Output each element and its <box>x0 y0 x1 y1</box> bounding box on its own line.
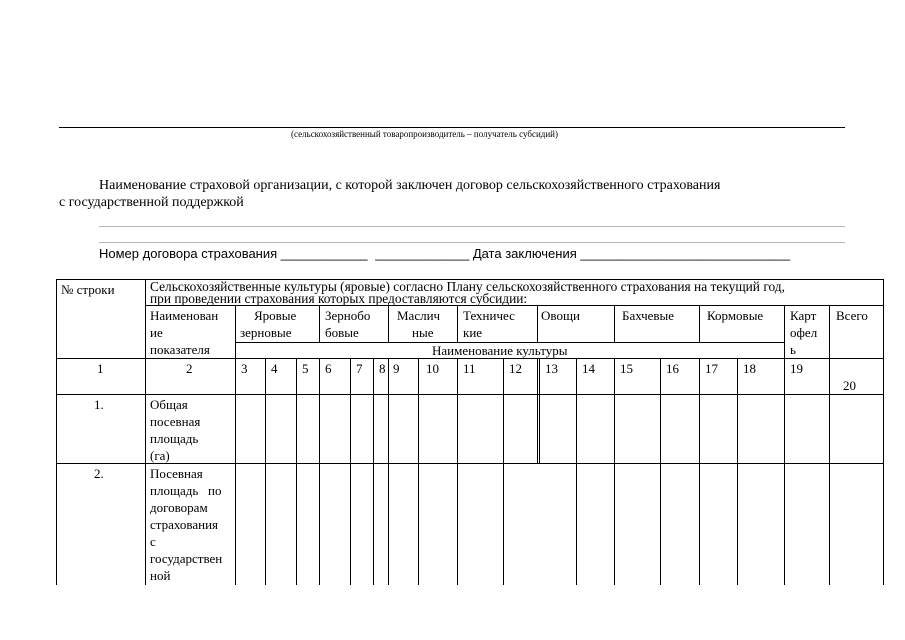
col-line <box>614 358 615 585</box>
group-divider <box>699 305 700 342</box>
group-melons: Бахчевые <box>622 308 675 323</box>
contract-date-blank[interactable]: _____________________________ <box>580 246 791 261</box>
col-number: 19 <box>790 361 803 376</box>
group-potato-3: ь <box>790 342 796 357</box>
group-fodder: Кормовые <box>707 308 764 323</box>
col-number: 1 <box>97 361 104 376</box>
table-row1-bottom <box>56 463 883 464</box>
group-oilseeds-1: Маслич <box>397 308 441 323</box>
group-technical-2: кие <box>463 325 483 340</box>
col-number: 3 <box>241 361 248 376</box>
col-line <box>737 358 738 585</box>
indicator-header-1: Наименован <box>150 308 219 323</box>
table-right-border <box>883 279 884 585</box>
col-line <box>699 358 700 585</box>
group-total: Всего <box>836 308 868 323</box>
col-number: 18 <box>743 361 756 376</box>
table-numbers-bottom <box>56 394 883 395</box>
indicator-header-3: показателя <box>150 342 210 357</box>
row2-label: страхования <box>150 517 219 532</box>
col-number: 16 <box>666 361 679 376</box>
col-number: 9 <box>393 361 400 376</box>
group-technical-1: Техничес <box>463 308 515 323</box>
col-number: 13 <box>545 361 558 376</box>
col-line <box>388 358 389 585</box>
row1-label: (га) <box>150 448 170 463</box>
group-divider <box>537 305 538 342</box>
group-spring-cereals-1: Яровые <box>254 308 297 323</box>
col-line <box>265 358 266 585</box>
group-divider <box>784 305 785 585</box>
group-spring-cereals-2: зерновые <box>240 325 292 340</box>
col-number: 12 <box>509 361 522 376</box>
group-divider <box>457 305 458 342</box>
indicator-header-2: ие <box>150 325 163 340</box>
col-number: 11 <box>463 361 476 376</box>
row2-label: государствен <box>150 551 223 566</box>
insurer-label-line2: с государственной поддержкой <box>59 195 244 210</box>
row1-label: Общая <box>150 397 188 412</box>
col-number: 2 <box>186 361 193 376</box>
row-no-header: № строки <box>61 282 115 297</box>
col-line <box>503 358 504 585</box>
table-col-divider-1 <box>145 279 146 585</box>
col-line <box>418 358 419 585</box>
col-number: 8 <box>379 361 386 376</box>
group-legumes-2: бовые <box>325 325 359 340</box>
col-number: 7 <box>356 361 363 376</box>
col-number: 17 <box>705 361 718 376</box>
insurer-label-line1: Наименование страховой организации, с которой заключен договор сельскохозяйственного страхования <box>99 178 721 193</box>
col-number: 4 <box>271 361 278 376</box>
row1-label: посевная <box>150 414 201 429</box>
col-line <box>537 358 538 463</box>
row2-label: с <box>150 534 156 549</box>
crops-header-line1: Сельскохозяйственные культуры (яровые) согласно Плану сельскохозяйственного страхования на текущий год, <box>150 279 785 294</box>
col-line <box>457 358 458 585</box>
col-number: 20 <box>843 378 856 393</box>
row1-label: площадь <box>150 431 199 446</box>
col-number: 5 <box>302 361 309 376</box>
group-divider <box>319 305 320 342</box>
contract-number-blank-1[interactable]: ____________ <box>280 246 368 261</box>
group-divider <box>614 305 615 342</box>
group-potato-2: офел <box>790 325 818 340</box>
row2-label: площадь по <box>150 483 222 498</box>
group-potato-1: Карт <box>790 308 817 323</box>
col-number: 10 <box>426 361 439 376</box>
crops-header-line2: при проведении страхования которых предоставляются субсидии: <box>150 291 528 306</box>
col-line <box>296 358 297 585</box>
col-number: 14 <box>582 361 595 376</box>
contract-number-blank-2[interactable]: _____________ <box>375 246 470 261</box>
group-divider <box>388 305 389 342</box>
group-divider <box>235 305 236 585</box>
group-vegetables: Овощи <box>541 308 580 323</box>
col-line <box>576 358 577 585</box>
col-number: 15 <box>620 361 633 376</box>
col-line <box>539 358 540 463</box>
col-line <box>373 358 374 585</box>
col-line <box>660 358 661 585</box>
row2-label: ной <box>150 568 171 583</box>
row1-number: 1. <box>94 397 104 412</box>
group-legumes-1: Зернобо <box>325 308 371 323</box>
row2-number: 2. <box>94 466 104 481</box>
table-header-bottom <box>56 358 883 359</box>
col-number: 6 <box>325 361 332 376</box>
group-oilseeds-2: ные <box>412 325 434 340</box>
recipient-caption: (сельскохозяйственный товаропроизводитель – получатель субсидий) <box>291 129 558 139</box>
contract-date-label: Дата заключения <box>472 246 577 261</box>
col-line <box>319 358 320 585</box>
table-left-border <box>56 279 57 585</box>
row2-label: Посевная <box>150 466 203 481</box>
group-divider <box>829 305 830 585</box>
row2-label: договорам <box>150 500 208 515</box>
col-line <box>350 358 351 585</box>
contract-number-label: Номер договора страхования <box>99 246 278 261</box>
crop-name-label: Наименование культуры <box>432 343 568 358</box>
